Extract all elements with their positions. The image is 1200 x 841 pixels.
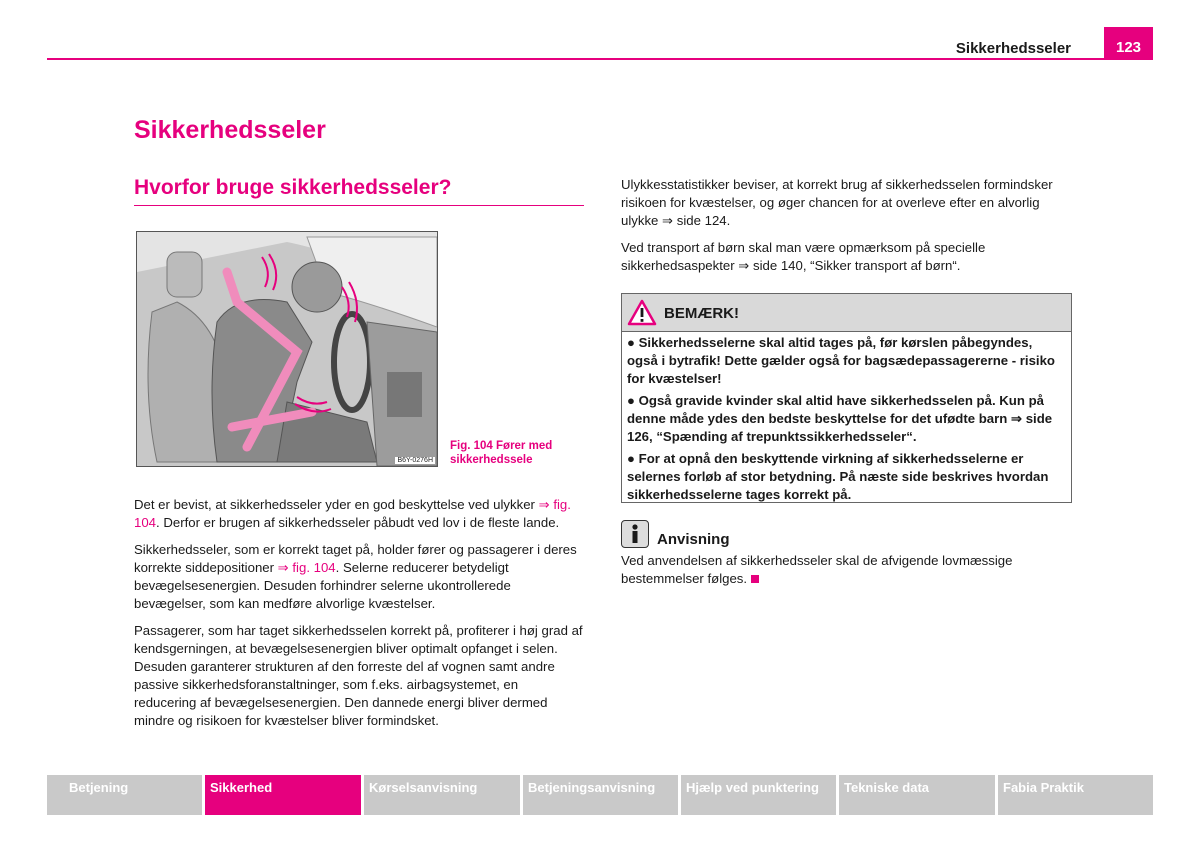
bullet-icon: ● bbox=[627, 393, 639, 408]
figure-caption: Fig. 104 Fører med sikkerhedssele bbox=[450, 440, 553, 466]
tip-text bbox=[621, 552, 1071, 588]
tab-betjeningsanvisning[interactable]: Betjeningsanvisning bbox=[523, 775, 678, 815]
seatbelt-driver-illustration bbox=[136, 231, 438, 467]
running-header-title: Sikkerhedsseler bbox=[955, 40, 1071, 57]
warning-item-text: Sikkerhedsselerne skal altid tages på, før kørslen påbegyndes, også i bytrafik! Dette gælder også for bagsædepassagererne - risiko for kvæstelser! bbox=[627, 335, 1055, 386]
page-number: 123 bbox=[1104, 27, 1153, 60]
info-icon bbox=[621, 520, 649, 548]
tip-text-body: Ved anvendelsen af sikkerhedsseler skal de afvigende lovmæssige bestemmelser følges. bbox=[621, 553, 1013, 586]
paragraph-1 bbox=[134, 496, 584, 532]
figure-link[interactable]: ⇒ fig. 104 bbox=[277, 560, 336, 575]
right-column bbox=[621, 176, 1071, 284]
paragraph-right-2: Ved transport af børn skal man være opmærksom på specielle sikkerhedsaspekter ⇒ side 140, “Sikker transport af børn“. bbox=[621, 240, 986, 273]
warning-item-text: For at opnå den beskyttende virkning af sikkerhedsselerne er selernes forløb af stor betydning. På næste side beskrives hvordan sikkerhedsselerne tages korrekt på. bbox=[627, 451, 1049, 502]
chapter-tabs bbox=[47, 775, 1153, 815]
paragraph-1-text-b: . Derfor er brugen af sikkerhedsseler påbudt ved lov i de fleste lande. bbox=[156, 515, 560, 530]
bullet-icon: ● bbox=[627, 451, 639, 466]
paragraph-2-text-b: . Selerne reducerer betydeligt bevægelsesenergien. Desuden forhindrer selerne ukontrollerede bevægelser, som kan medføre alvorlige kvæstelser. bbox=[134, 560, 511, 611]
warning-item bbox=[627, 334, 1066, 388]
tab-tekniske-data[interactable]: Tekniske data bbox=[839, 775, 995, 815]
driver-illustration-svg bbox=[137, 232, 437, 466]
paragraph-2 bbox=[134, 541, 584, 613]
bullet-icon: ● bbox=[627, 335, 639, 350]
end-marker-icon bbox=[751, 575, 759, 583]
warning-body bbox=[622, 332, 1071, 510]
figure-code: B6Y-0276H bbox=[397, 457, 433, 464]
warning-label: BEMÆRK! bbox=[664, 305, 739, 322]
warning-item bbox=[627, 450, 1066, 504]
warning-item-text: Også gravide kvinder skal altid have sikkerhedsselen på. Kun på denne måde ydes den bedste beskyttelse for det ufødte barn ⇒ side 126, “Spænding af trepunktssikkerhedsseler“. bbox=[627, 393, 1053, 444]
paragraph-right-1: Ulykkesstatistikker beviser, at korrekt brug af sikkerhedsselen formindsker risikoen for kvæstelser, og øger chancen for at overleve efter en alvorlig ulykke ⇒ side 124. bbox=[621, 177, 1053, 228]
figure-link[interactable]: ⇒ fig. 104 bbox=[134, 497, 571, 530]
tab-hjaelp-ved-punktering[interactable]: Hjælp ved punktering bbox=[681, 775, 836, 815]
tab-betjening[interactable]: Betjening bbox=[47, 775, 202, 815]
tip-title: Anvisning bbox=[657, 531, 730, 548]
paragraph-1-text-a: Det er bevist, at sikkerhedsseler yder en god beskyttelse ved ulykker bbox=[134, 497, 539, 512]
section-rule bbox=[134, 205, 584, 206]
tab-fabia-praktik[interactable]: Fabia Praktik bbox=[998, 775, 1153, 815]
paragraph-2-text-a: Sikkerhedsseler, som er korrekt taget på, holder fører og passagerer i deres korrekte siddepositioner bbox=[134, 542, 577, 575]
header-rule bbox=[47, 58, 1153, 60]
left-column bbox=[134, 496, 584, 739]
paragraph-3: Passagerer, som har taget sikkerhedsselen korrekt på, profiterer i høj grad af kendsgerningen, at bevægelsesenergien bliver optimalt opfanget i selen. Desuden garanterer strukturen af den forreste del af vognen samt andre passive sikkerhedsforanstaltninger, som f.eks. airbagsystemet, en reducering af bevægelsesenergien. Den dannede energi bliver dermed mindre og risikoen for kvæstelser bliver formindsket. bbox=[134, 623, 583, 728]
tab-korselsanvisning[interactable]: Kørselsanvisning bbox=[364, 775, 520, 815]
warning-triangle-icon bbox=[627, 299, 657, 326]
warning-box bbox=[621, 293, 1072, 503]
warning-header bbox=[622, 294, 1071, 332]
warning-item bbox=[627, 392, 1066, 446]
section-title: Hvorfor bruge sikkerhedsseler? bbox=[134, 176, 452, 199]
page-title: Sikkerhedsseler bbox=[134, 116, 326, 144]
tab-sikkerhed[interactable]: Sikkerhed bbox=[205, 775, 361, 815]
